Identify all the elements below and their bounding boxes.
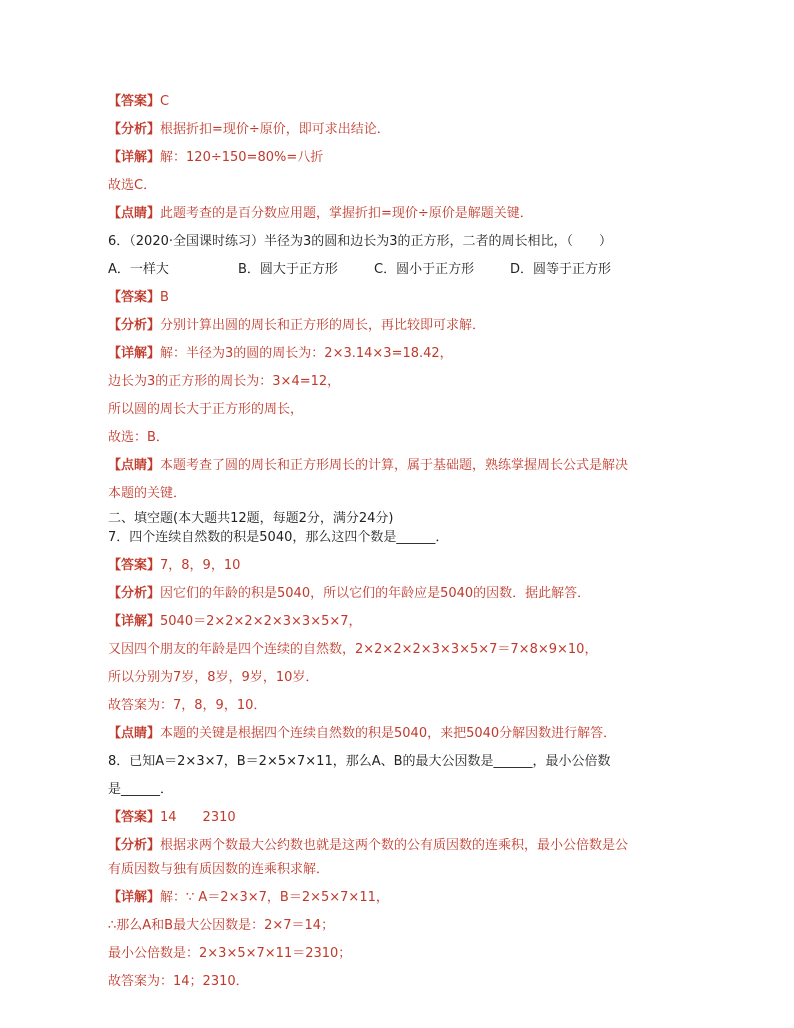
comment-line bbox=[108, 458, 628, 474]
detail-text: 2×3.14×3=18.42， bbox=[324, 346, 453, 361]
answer-line bbox=[108, 558, 240, 574]
conclusion-line: 故选：B． bbox=[108, 430, 169, 445]
detail-line bbox=[108, 890, 389, 906]
detail-line bbox=[108, 946, 351, 962]
section-heading: 二、填空题(本大题共12题，每题2分，满分24分) bbox=[108, 511, 394, 526]
comment-continuation: 本题的关键． bbox=[108, 486, 187, 501]
detail-text: 120÷150=80%=八折 bbox=[186, 150, 324, 165]
answer-label: 【答案】 bbox=[108, 810, 161, 825]
conclusion-line: 故选C． bbox=[108, 178, 157, 193]
analysis-line bbox=[108, 318, 485, 334]
detail-line: 又因四个朋友的年龄是四个连续的自然数，2×2×2×2×3×3×5×7＝7×8×9×10， bbox=[108, 642, 598, 657]
detail-prefix: 边长为3的正方形的周长为： bbox=[108, 374, 273, 389]
answer-line bbox=[108, 810, 236, 826]
question-8-continuation: 是______． bbox=[108, 782, 174, 797]
option-b: B．圆大于正方形 bbox=[238, 262, 338, 277]
detail-prefix: 解：半径为3的圆的周长为： bbox=[160, 346, 325, 361]
answer-line bbox=[108, 94, 169, 110]
option-c: C．圆小于正方形 bbox=[374, 262, 475, 277]
answer-text: 14 2310 bbox=[160, 810, 236, 825]
detail-label: 【详解】 bbox=[108, 890, 161, 905]
detail-line bbox=[108, 918, 334, 934]
answer-label: 【答案】 bbox=[108, 290, 161, 305]
comment-label: 【点睛】 bbox=[108, 206, 161, 221]
detail-label: 【详解】 bbox=[108, 614, 161, 629]
comment-line bbox=[108, 206, 533, 222]
detail-prefix: 解： bbox=[160, 150, 187, 165]
analysis-text: 根据折扣=现价÷原价，即可求出结论． bbox=[160, 122, 390, 137]
answer-label: 【答案】 bbox=[108, 558, 161, 573]
options-row bbox=[108, 262, 611, 278]
comment-line bbox=[108, 726, 616, 742]
detail-line: 所以分别为7岁，8岁，9岁，10岁． bbox=[108, 670, 319, 685]
detail-prefix: ∴那么A和B最大公因数是： bbox=[108, 918, 265, 933]
option-d: D．圆等于正方形 bbox=[510, 262, 612, 277]
conclusion-line: 故答案为：7，8，9，10． bbox=[108, 698, 267, 713]
detail-text: 5040＝2×2×2×2×3×3×5×7， bbox=[160, 614, 362, 629]
answer-line bbox=[108, 290, 169, 306]
detail-prefix: 最小公倍数是： bbox=[108, 946, 200, 961]
question-8: 8．已知A＝2×3×7，B＝2×5×7×11，那么A、B的最大公因数是______，最小公倍数 bbox=[108, 754, 611, 769]
detail-line bbox=[108, 374, 340, 390]
detail-line bbox=[108, 150, 323, 166]
analysis-continuation: 有质因数与独有质因数的连乘积求解． bbox=[108, 862, 330, 877]
answer-text: 7，8，9，10 bbox=[160, 558, 241, 573]
conclusion-line: 故答案为：14；2310． bbox=[108, 974, 249, 989]
comment-label: 【点睛】 bbox=[108, 726, 161, 741]
detail-line: 所以圆的周长大于正方形的周长， bbox=[108, 402, 304, 417]
answer-text: C bbox=[160, 94, 170, 109]
comment-text: 本题的关键是根据四个连续自然数的积是5040，来把5040分解因数进行解答． bbox=[160, 726, 617, 741]
detail-text: 3×4=12， bbox=[272, 374, 341, 389]
analysis-line bbox=[108, 586, 590, 602]
detail-text: 解：∵ A＝2×3×7，B＝2×5×7×11， bbox=[160, 890, 389, 905]
analysis-text: 分别计算出圆的周长和正方形的周长，再比较即可求解． bbox=[160, 318, 486, 333]
question-6: 6．（2020·全国课时练习）半径为3的圆和边长为3的正方形，二者的周长相比，（ ） bbox=[108, 234, 613, 249]
option-a: A．一样大 bbox=[108, 262, 169, 277]
comment-label: 【点睛】 bbox=[108, 458, 161, 473]
detail-text: 2×3×5×7×11＝2310； bbox=[199, 946, 352, 961]
analysis-line bbox=[108, 838, 628, 854]
analysis-label: 【分析】 bbox=[108, 122, 161, 137]
analysis-line bbox=[108, 122, 390, 138]
analysis-text: 因它们的年龄的积是5040，所以它们的年龄应是5040的因数．据此解答． bbox=[160, 586, 591, 601]
detail-label: 【详解】 bbox=[108, 150, 161, 165]
detail-line bbox=[108, 346, 453, 362]
answer-text: B bbox=[160, 290, 169, 305]
comment-text: 本题考查了圆的周长和正方形周长的计算，属于基础题，熟练掌握周长公式是解决 bbox=[160, 458, 629, 473]
comment-text: 此题考查的是百分数应用题，掌握折扣=现价÷原价是解题关键． bbox=[160, 206, 533, 221]
analysis-label: 【分析】 bbox=[108, 586, 161, 601]
analysis-text: 根据求两个数最大公约数也就是这两个数的公有质因数的连乘积，最小公倍数是公 bbox=[160, 838, 629, 853]
answer-label: 【答案】 bbox=[108, 94, 161, 109]
detail-text: 2×7＝14； bbox=[264, 918, 335, 933]
detail-line bbox=[108, 614, 362, 630]
analysis-label: 【分析】 bbox=[108, 838, 161, 853]
detail-label: 【详解】 bbox=[108, 346, 161, 361]
analysis-label: 【分析】 bbox=[108, 318, 161, 333]
question-7: 7．四个连续自然数的积是5040，那么这四个数是______． bbox=[108, 530, 449, 545]
